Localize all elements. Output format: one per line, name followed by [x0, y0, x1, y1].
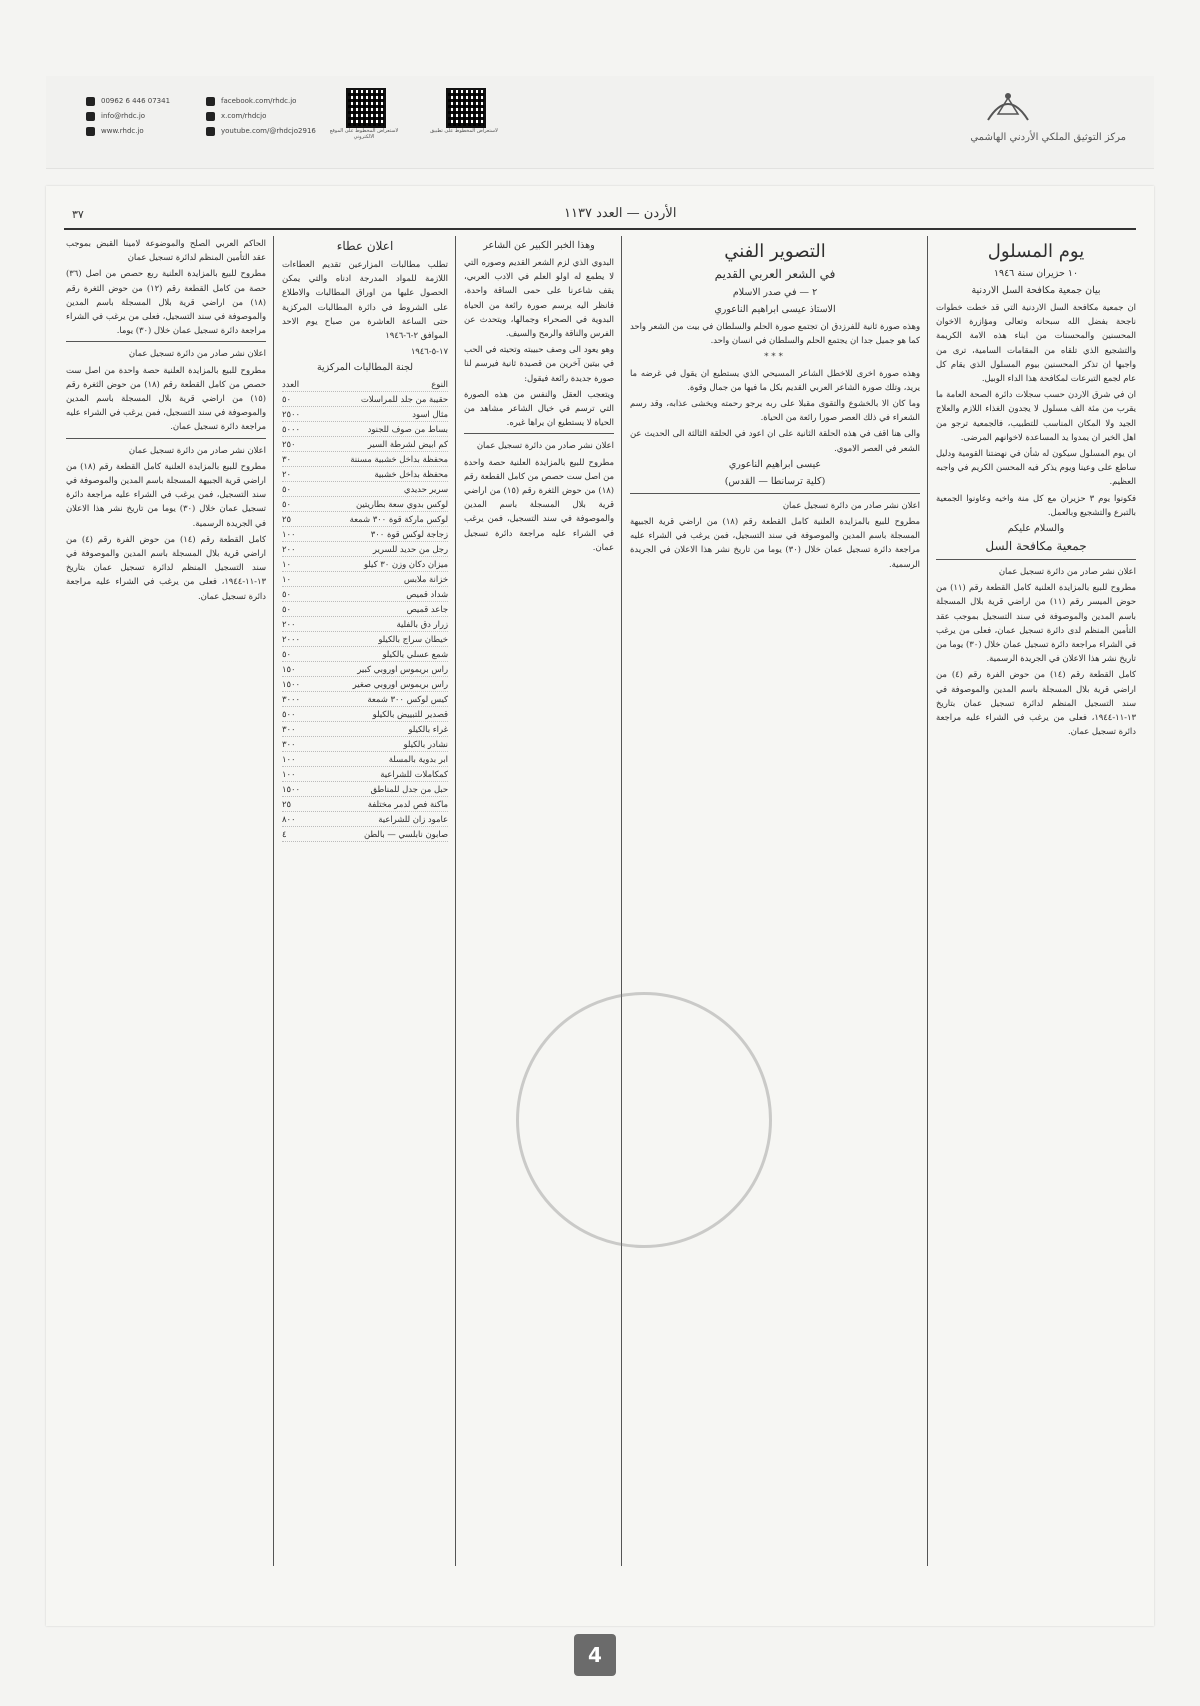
art-article-author: الاستاذ عيسى ابراهيم الناعوري — [714, 304, 836, 315]
library-header — [46, 76, 1154, 169]
tender-item-name: ماكنة فص لدمر مختلفة — [367, 799, 448, 810]
tender-item-row — [282, 497, 448, 512]
tender-item-name: جاعد قميص — [406, 604, 448, 615]
divider — [936, 559, 1136, 560]
legal-notice-body: مطروح للبيع بالمزايدة العلنية كامل القطعة رقم (١١) من حوض الميسر رقم (١١) من اراضي قرية بلال المسجلة باسم المدين والموصوفة في سند التسجيل بموجب عقد التأمين المنظم لدى دائرة تسجيل عمان، فعلى من يرغب في الشراء مراجعة دائرة تسجيل عمان خلال (٣٠) يوما من تاريخ نشر هذا الاعلان في الجريدة الرسمية. — [936, 582, 1136, 664]
tender-item-name: شداد قميص — [406, 589, 448, 600]
tender-item-row — [282, 632, 448, 647]
x-icon — [206, 112, 215, 121]
tender-item-row — [282, 647, 448, 662]
tender-item-qty: ٥٠٠٠ — [282, 424, 300, 435]
column-art-article — [630, 236, 920, 1566]
tender-item-name: قصدير للتبييض بالكيلو — [372, 709, 448, 720]
tender-item-qty: ١٠ — [282, 559, 291, 570]
tender-item-row — [282, 572, 448, 587]
legal-notice-heading: اعلان نشر صادر من دائرة تسجيل عمان — [128, 348, 266, 359]
legal-notice-heading: اعلان نشر صادر من دائرة تسجيل عمان — [476, 440, 614, 451]
tender-item-name: راس بريموس اوروبي صغير — [352, 679, 448, 690]
tender-item-qty: ٥٠ — [282, 484, 291, 495]
tender-item-qty: ٢٥ — [282, 799, 291, 810]
tender-item-name: غراء بالكيلو — [408, 724, 448, 735]
art-article-signoff-place: (كلية ترسانطا — القدس) — [724, 475, 826, 487]
legal-notice-heading: الحاكم العربي الصلح والموضوعة لامينا القبض بموجب عقد التأمين المنظم لدائرة تسجيل عمان — [66, 238, 266, 263]
tb-day-paragraph: ان يوم المسلول سيكون له شأن في نهضتنا القومية ودليل ساطع على وعينا ويوم يذكر فيه المحسن الكريم في واجبه العظيم. — [936, 448, 1136, 487]
tender-item-row — [282, 527, 448, 542]
tender-item-row — [282, 737, 448, 752]
tender-item-name: رجل من حديد للسرير — [372, 544, 448, 555]
tender-signature: لجنة المطالبات المركزية — [316, 362, 414, 374]
legal-notice-body: مطروح للبيع بالمزايدة العلنية كامل القطعة رقم (١٨) من اراضي قرية الجبيهة المسجلة باسم المدين والموصوفة في سند التسجيل، فمن يرغب في الشراء عليه مراجعة دائرة تسجيل عمان خلال (٣٠) يوما من تاريخ نشر هذا الاعلان في الجريدة الرسمية. — [630, 516, 920, 569]
tender-item-name: حقيبة من جلد للمراسلات — [360, 394, 448, 405]
column-rule — [455, 236, 456, 1566]
facebook-icon — [206, 97, 215, 106]
social-block — [206, 94, 316, 139]
tender-item-name: بساط من صوف للجنود — [367, 424, 448, 435]
tender-item-row — [282, 602, 448, 617]
tender-item-name: لوكس ماركة قوة ٣٠٠ شمعة — [349, 514, 448, 525]
archive-watermark-seal — [516, 992, 772, 1248]
divider — [630, 493, 920, 494]
tender-item-name: شمع عسلي بالكيلو — [382, 649, 448, 660]
tender-item-name: خيطان سراج بالكيلو — [378, 634, 448, 645]
tender-item-qty: ٢٠٠ — [282, 544, 296, 555]
column-rule — [927, 236, 928, 1566]
library-name: مركز التوثيق الملكي الأردني الهاشمي — [970, 132, 1126, 143]
tender-item-qty: ٢٥٠٠ — [282, 409, 300, 420]
contact-block — [86, 94, 170, 139]
qr-caption-website: لاستعراض المخطوط على الموقع الالكتروني — [329, 128, 399, 140]
tender-title: اعلان عطاء — [336, 239, 394, 253]
column-rule — [273, 236, 274, 1566]
article-columns — [64, 236, 1136, 1566]
legal-notice-body: مطروح للبيع بالمزايدة العلنية حصة واحدة من اصل ست حصص من كامل القطعة رقم (١٨) من حوض الثغرة رقم (١٥) من اراضي قرية بلال المسجلة باسم المدين والموصوفة في سند التسجيل، فمن يرغب في الشراء عليه مراجعة دائرة تسجيل عمان. — [464, 456, 614, 552]
tender-item-row — [282, 797, 448, 812]
email-icon — [86, 112, 95, 121]
column-legal-notices — [66, 236, 266, 1566]
tender-item-name: محفظة بداخل خشبية — [374, 469, 448, 480]
tender-item-row — [282, 512, 448, 527]
tender-item-qty: ٣٠٠ — [282, 739, 296, 750]
tender-item-name: نشادر بالكيلو — [403, 739, 448, 750]
legal-notice-heading: اعلان نشر صادر من دائرة تسجيل عمان — [998, 566, 1136, 577]
tender-item-name: صابون نابلسي — بالطن — [364, 829, 448, 840]
tb-day-paragraph: فكونوا يوم ٣ حزيران مع كل منة واخيه وعاونوا الجمعية بالتبرع والتشجيع وبالعمل. — [936, 492, 1136, 517]
legal-notice-heading: اعلان نشر صادر من دائرة تسجيل عمان — [782, 499, 920, 510]
globe-icon — [86, 127, 95, 136]
qr-code-website[interactable] — [346, 88, 386, 128]
tender-item-row — [282, 422, 448, 437]
tender-date: ١٧-٥-١٩٤٦ — [410, 346, 448, 357]
section-stars: *** — [764, 351, 786, 362]
tender-item-name: سرير حديدي — [403, 484, 448, 495]
tender-item-name: عامود زان للشراعية — [378, 814, 448, 825]
tender-item-qty: ٥٠ — [282, 604, 291, 615]
tender-item-name: حبل من جدل للمناطق — [370, 784, 448, 795]
tender-item-row — [282, 662, 448, 677]
art-article-part: ٢ — في صدر الاسلام — [732, 287, 818, 298]
art-article-title: التصوير الفني — [724, 241, 826, 262]
tender-item-row — [282, 587, 448, 602]
tb-day-subtitle: بيان جمعية مكافحة السل الاردنية — [971, 285, 1101, 296]
poem-paragraph: ويتعجب العقل والنفس من هذه الصورة التي ترسم في خيال الشاعر مشاهد من الحياة لا يستطيع ان يراها غيره. — [464, 388, 614, 428]
tender-item-name: كم ابيض لشرطة السير — [367, 439, 448, 450]
legal-notice-body: مطروح للبيع بالمزايدة العلنية ربع حصص من اصل (٣٦) حصة من كامل القطعة رقم (١٢) من حوض الثغرة رقم (١٨) من اراضي قرية بلال المسجلة باسم المدين والموصوفة في سند التسجيل، فعلى من يرغب في الشراء مراجعة دائرة تسجيل عمان خلال (٣٠) يوما. — [66, 268, 266, 336]
column-tender — [282, 236, 448, 1566]
poem-paragraph: البدوي الذي لزم الشعر القديم وصوره التي لا يطمع له اولو العلم في الادب العربي، يقف شاعرنا على حمى الساقة واحدة، فانظر اليه يرسم صورة رائعة من الحياة البدوية في الصحراء وجمالها، ويتحدث عن الفرس والناقة والرمح والسيف. — [464, 257, 614, 339]
tender-item-row — [282, 827, 448, 842]
tender-item-row — [282, 767, 448, 782]
youtube-icon — [206, 127, 215, 136]
tb-day-date: ١٠ حزيران سنة ١٩٤٦ — [993, 268, 1079, 279]
qr-caption-app: لاستعراض المخطوط على تطبيق — [430, 128, 498, 134]
column-rule — [621, 236, 622, 1566]
art-article-paragraph: وما كان الا بالخشوع والتقوى مقبلا على ربه يرجو رحمته ويخشى عذابه، وقد رسم الشعراء في ذلك العصر صورا رائعة من الحياة. — [630, 398, 920, 423]
phone-icon — [86, 97, 95, 106]
tender-item-row — [282, 407, 448, 422]
tender-item-row — [282, 707, 448, 722]
tender-item-qty: ٣٠٠ — [282, 724, 296, 735]
divider — [66, 438, 266, 439]
poem-paragraph: وهو يعود الى وصف حبيبته وتحيته في الحب في بيتين آخرين من قصيدة ثانية فيرسم لنا صورة جديدة رائعة فيقول: — [464, 344, 614, 383]
tender-item-qty: ٥٠ — [282, 589, 291, 600]
legal-notice-body: مطروح للبيع بالمزايدة العلنية كامل القطعة رقم (١٨) من اراضي قرية الجبيهة المسجلة باسم المدين والموصوفة في سند التسجيل، فمن يرغب في الشراء عليه مراجعة دائرة تسجيل عمان خلال (٣٠) يوما من تاريخ نشر هذا الاعلان في الجريدة الرسمية. — [66, 460, 266, 528]
tender-item-qty: ٥٠٠ — [282, 709, 296, 720]
tender-item-name: زرار دق بالفلية — [396, 619, 448, 630]
tender-item-row — [282, 812, 448, 827]
tender-body: تطلب مطالبات المزارعين تقديم العطاءات اللازمة للمواد المدرجة ادناه والتي يمكن الحصول عليها من اوراق المطالبات والاطلاع على الشروط في دائرة المطالبات المركزية حتى الساعة العاشرة من صباح يوم الاحد الموافق ٢-٦-١٩٤٦ — [282, 259, 448, 341]
tender-item-row — [282, 617, 448, 632]
tb-day-signature: جمعية مكافحة السل — [985, 539, 1087, 554]
tender-item-row — [282, 467, 448, 482]
website-link[interactable]: www.rhdc.jo — [101, 127, 144, 135]
tender-item-qty: ١٠٠ — [282, 769, 296, 780]
tender-item-qty: ٢٥ — [282, 514, 291, 525]
tender-item-qty: ٥٠ — [282, 649, 291, 660]
art-article-paragraph: والى هنا اقف في هذه الحلقة الثانية على ان اعود في الحلقة الثالثة الى الحديث عن الشعر في العصر الاموي. — [630, 428, 920, 453]
legal-notice-body: مطروح للبيع بالمزايدة العلنية حصة واحدة من اصل ست حصص من كامل القطعة رقم (١٨) من حوض الثغرة رقم (١٥) من اراضي قرية بلال المسجلة باسم المدين والموصوفة في سند التسجيل، فمن يرغب في الشراء عليه مراجعة دائرة تسجيل عمان. — [66, 364, 266, 432]
tender-item-qty: ١٠٠ — [282, 529, 296, 540]
tender-item-row — [282, 392, 448, 407]
tender-item-qty: ٨٠٠ — [282, 814, 296, 825]
tender-item-qty: ٥٠ — [282, 499, 291, 510]
tender-item-row — [282, 722, 448, 737]
tender-item-qty: ٥٠ — [282, 394, 291, 405]
masthead-issue: الأردن — العدد ١١٣٧ — [564, 206, 677, 221]
tb-day-paragraph: ان جمعية مكافحة السل الاردنية التي قد خطت خطوات ناجحة بفضل الله سبحانه وتعالى ومؤازرة الاخوان المحسنين والمحسنات من ابناء هذه الامة الكريمة والتشجيع الذي تلقاه من المقامات السامية، ترى من واجبها ان تذكر المحسنين بيوم المسلول الذي يقام كل عام لجمع التبرعات لمكافحة هذا الداء الوبيل. — [936, 302, 1136, 384]
tender-item-row — [282, 557, 448, 572]
tender-item-name: مثال اسود — [412, 409, 448, 420]
legal-notice-body: كامل القطعة رقم (١٤) من حوض الفرة رقم (٤) من اراضي قرية بلال المسجلة باسم المدين والموصوفة في سند التسجيل المنظم لدائرة تسجيل عمان بتاريخ ١٣-١١-١٩٤٤، فعلى من يرغب في الشراء عليه مراجعة دائرة تسجيل عمان. — [936, 669, 1136, 737]
tender-item-qty: ٣٠ — [282, 454, 291, 465]
art-article-signoff: عيسى ابراهيم الناعوري — [728, 458, 822, 470]
tender-item-name: كيس لوكس ٣٠٠ شمعة — [367, 694, 448, 705]
tender-item-name: زجاجة لوكس قوة ٣٠٠ — [370, 529, 448, 540]
qr-code-app[interactable] — [446, 88, 486, 128]
tender-header-type: النوع — [431, 379, 448, 390]
legal-notice-heading: اعلان نشر صادر من دائرة تسجيل عمان — [128, 444, 266, 455]
column-tb-day — [936, 236, 1136, 1566]
tender-item-qty: ٢٠ — [282, 469, 291, 480]
tender-item-row — [282, 542, 448, 557]
tb-day-paragraph: ان في شرق الاردن حسب سجلات دائرة الصحة العامة ما يقرب من مئة الف مسلول لا يجدون الغذاء اللازم والعلاج الجيد ولا المكان المناسب للتطبيب، فالجمعية ترجو من اهل الخير ان يمدوا يد المساعدة لاخوانهم المرضى. — [936, 389, 1136, 442]
art-article-subtitle: في الشعر العربي القديم — [714, 267, 836, 281]
tender-item-qty: ٢٠٠٠ — [282, 634, 300, 645]
masthead — [64, 206, 1136, 230]
tender-item-name: ابر بدوية بالمسلة — [388, 754, 448, 765]
tender-item-name: محفظة بداخل خشبية مسننة — [350, 454, 448, 465]
tender-header-qty: العدد — [282, 379, 300, 390]
tender-item-row — [282, 692, 448, 707]
tender-item-name: كمكاملات للشراعية — [380, 769, 448, 780]
tender-item-name: راس بريموس اوروبي كبير — [357, 664, 448, 675]
divider — [66, 341, 266, 342]
divider — [464, 433, 614, 434]
tb-day-closing: والسلام عليكم — [1007, 523, 1065, 535]
tender-item-list — [282, 377, 448, 842]
tender-item-qty: ٤ — [282, 829, 287, 840]
tb-day-title: يوم المسلول — [987, 241, 1085, 262]
tender-item-row — [282, 482, 448, 497]
tender-item-row — [282, 677, 448, 692]
tender-item-row — [282, 782, 448, 797]
youtube-link[interactable]: youtube.com/@rhdcjo2916 — [221, 127, 316, 135]
legal-notice-body: كامل القطعة رقم (١٤) من حوض الفرة رقم (٤) من اراضي قرية بلال المسجلة باسم المدين والموصوفة في سند التسجيل المنظم لدائرة تسجيل عمان بتاريخ ١٣-١١-١٩٤٤، فعلى من يرغب في الشراء عليه مراجعة دائرة تسجيل عمان. — [66, 533, 266, 601]
art-article-paragraph: وهذه صورة ثانية للفرزدق ان تجتمع صورة الحلم والسلطان في بيت من الشعر واحد كما هو جميل جدا ان يجتمع الحلم والسلطان في انسان واحد. — [630, 321, 920, 346]
tender-item-name: ميزان دكان وزن ٣٠ كيلو — [363, 559, 448, 570]
facebook-link[interactable]: facebook.com/rhdc.jo — [221, 97, 297, 105]
column-poem-commentary — [464, 236, 614, 1566]
tender-item-row — [282, 452, 448, 467]
tender-item-qty: ١٥٠ — [282, 664, 296, 675]
page-number-badge: 4 — [574, 1634, 616, 1676]
tender-item-qty: ٢٥٠ — [282, 439, 296, 450]
tender-item-qty: ١٠ — [282, 574, 291, 585]
poem-section-title: وهذا الخبر الكبير عن الشاعر — [483, 240, 595, 251]
email-address[interactable]: info@rhdc.jo — [101, 112, 146, 120]
newspaper-page — [46, 186, 1154, 1626]
tender-item-qty: ١٥٠٠ — [282, 679, 300, 690]
masthead-page-ref: ٣٧ — [72, 208, 84, 221]
tender-list-header — [282, 377, 448, 392]
tender-item-name: لوكس بدوي سعة بطاريتين — [356, 499, 448, 510]
x-link[interactable]: x.com/rhdcjo — [221, 112, 267, 120]
tender-item-row — [282, 752, 448, 767]
crown-emblem-icon — [980, 84, 1036, 130]
phone-number: 00962 6 446 07341 — [101, 97, 171, 105]
tender-item-name: خزانة ملابس — [403, 574, 448, 585]
tender-item-row — [282, 437, 448, 452]
tender-item-qty: ١٥٠٠ — [282, 784, 300, 795]
art-article-paragraph: وهذه صورة اخرى للاخطل الشاعر المسيحي الذي يستطيع ان يقول في غرضه ما يريد، وتلك صورة الشاعر العربي القديم بكل ما فيها من جمال وقوة. — [630, 367, 920, 392]
tender-item-qty: ٣٠٠٠ — [282, 694, 300, 705]
tender-item-qty: ١٠٠ — [282, 754, 296, 765]
tender-item-qty: ٢٠٠ — [282, 619, 296, 630]
